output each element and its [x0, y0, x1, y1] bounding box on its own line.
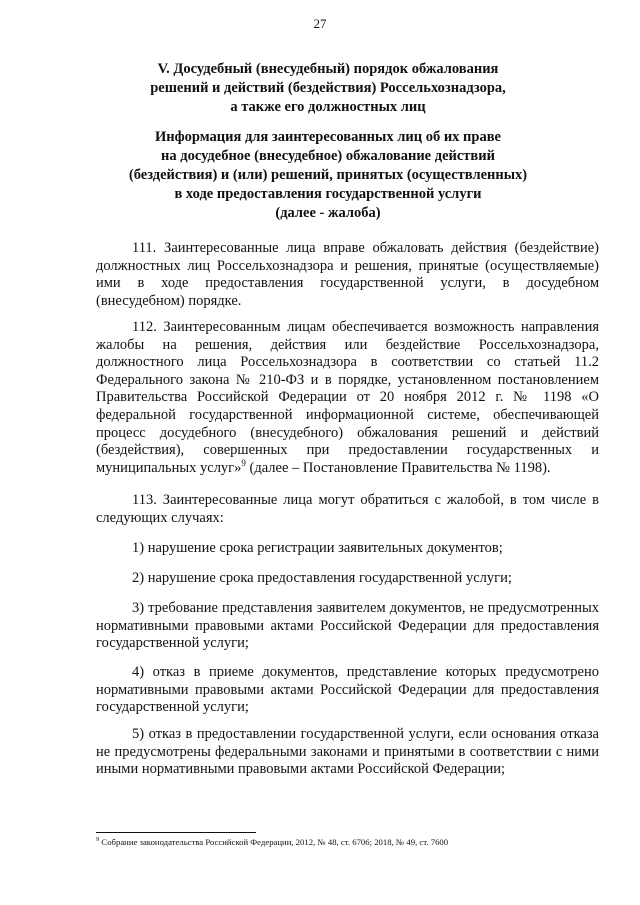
- paragraph-113: 113. Заинтересованные лица могут обратиться с жалобой, в том числе в следующих случаях:: [96, 492, 599, 526]
- subtitle-line-2: на досудебное (внесудебное) обжалование действий: [161, 148, 495, 164]
- case-5: 5) отказ в предоставлении государственной услуги, если основания отказа не предусмотрены федеральными законами и принятыми в соответствии с ними иными нормативными правовыми актами Российской Федерации;: [96, 726, 599, 778]
- section-title-line-3: а также его должностных лиц: [230, 99, 426, 115]
- footnote-text: Собрание законодательства Российской Федерации, 2012, № 48, ст. 6706; 2018, № 49, ст. 7600: [99, 837, 449, 847]
- footnote-reference: 9: [241, 457, 246, 468]
- paragraph-112-text: 112. Заинтересованным лицам обеспечивается возможность направления жалобы на решения, действия или бездействие Россельхознадзора, должностного лица Россельхознадзора в соответствии со статьей 11.2 Федерального закона № 210-ФЗ и в порядке, установленном постановлением Правительства Российской Федерации от 20 ноября 2012 г. № 1198 «О федеральной государственной информационной системе, обеспечивающей процесс досудебного (внесудебного) обжалования решений и действий (бездействия), совершенных при предоставлении государственных и муниципальных услуг»: [96, 319, 599, 476]
- subtitle: [108, 128, 548, 223]
- subtitle-line-5: (далее - жалоба): [275, 205, 381, 221]
- subtitle-line-4: в ходе предоставления государственной услуги: [174, 186, 482, 202]
- section-title: [118, 60, 538, 117]
- subtitle-line-3: (бездействия) и (или) решений, принятых (осуществленных): [128, 167, 528, 183]
- case-4: 4) отказ в приеме документов, представление которых предусмотрено нормативными правовыми актами Российской Федерации для предоставления государственной услуги;: [96, 664, 599, 716]
- paragraph-112-tail: (далее – Постановление Правительства № 1198).: [245, 459, 551, 476]
- case-2: 2) нарушение срока предоставления государственной услуги;: [132, 570, 512, 586]
- subtitle-line-1: Информация для заинтересованных лиц об их праве: [155, 129, 501, 145]
- paragraph-111: 111. Заинтересованные лица вправе обжаловать действия (бездействие) должностных лиц Россельхознадзора и решения, принятые (осуществляемые) ими в ходе предоставления государственной услуги, в досудебном (внесудебном) порядке.: [96, 240, 599, 309]
- paragraph-112: [96, 319, 599, 477]
- footnote-divider: [96, 832, 256, 833]
- footnote: [96, 836, 599, 848]
- footnote-marker: 9: [96, 836, 100, 844]
- case-3: 3) требование представления заявителем документов, не предусмотренных нормативными правовыми актами Российской Федерации для предоставления государственной услуги;: [96, 600, 599, 652]
- section-title-line-1: V. Досудебный (внесудебный) порядок обжалования: [157, 61, 499, 77]
- section-title-line-2: решений и действий (бездействия) Россельхознадзора,: [150, 80, 506, 96]
- case-1: 1) нарушение срока регистрации заявительных документов;: [132, 540, 503, 556]
- page-number: 27: [313, 16, 327, 31]
